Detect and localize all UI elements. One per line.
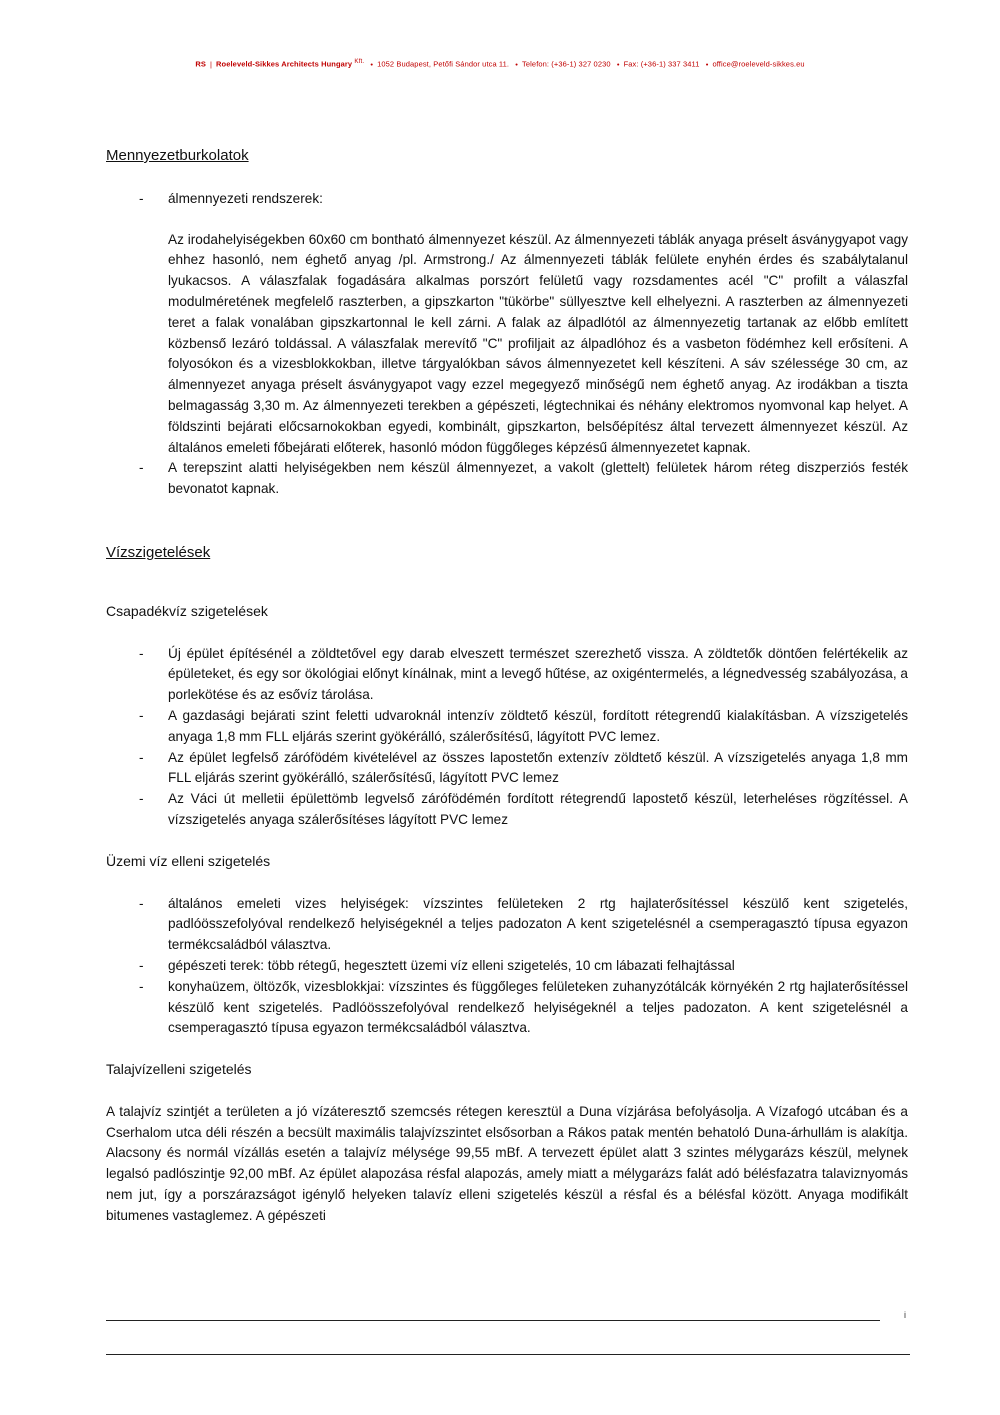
letterhead: RS | Roeleveld-Sikkes Architects Hungary $^{Kft.}$ • 1052 Budapest, Petőfi Sándor utca 11. • Telefon: (+36-1) 327 0230 • Fax: (+36-1) 337 3411 • office@roeleveld-sikkes.eu	[195, 58, 805, 69]
footer-rule-bottom	[106, 1354, 910, 1355]
list-item: - konyhaüzem, öltözők, vizesblokkjai: vízszintes és függőleges felületeken zuhanyzótálcák környékén 2 rtg hajlaterősítéssel készülő kent szigetelés. Padlóösszefolyóval rendelkező helyiségeknél a teljes padozaton. A kent szigetelésnél a csemperagasztó típusa egyazon termékcsaládból választva.	[106, 977, 908, 1039]
company-logo: RS	[195, 59, 206, 69]
document-body	[106, 146, 908, 1227]
list-item: - A terepszint alatti helyiségekben nem készül álmennyezet, a vakolt (glettelt) felületek három réteg diszperziós festék bevonatot kapnak.	[106, 458, 908, 500]
company-phone: Telefon: (+36-1) 327 0230	[522, 59, 611, 69]
ceiling-item-label: álmennyezeti rendszerek:	[168, 190, 323, 206]
list-item: - A gazdasági bejárati szint feletti udvaroknál intenzív zöldtető készül, fordított rétegrendű kialakításban. A vízszigetelés anyaga 1,8 mm FLL eljárás szerint gyökérálló, szálerősítésű, lágyított PVC lemez.	[106, 706, 908, 748]
company-name: Roeleveld-Sikkes Architects Hungary	[216, 59, 353, 69]
company-fax: Fax: (+36-1) 337 3411	[623, 59, 700, 69]
subsection-title-service-water: Üzemi víz elleni szigetelés	[106, 852, 271, 869]
rain-list	[106, 644, 908, 831]
list-item: - Az épület legfelső zárófödém kivételével az összes lapostetőn extenzív zöldtető készül. A vízszigetelés anyaga 1,8 mm FLL eljárás szerint gyökérálló, szálerősítésű, lágyított PVC lemez	[106, 748, 908, 790]
section-title-waterproofing: Vízszigetelések	[106, 543, 211, 561]
list-item: - általános emeleti vizes helyiségek: vízszintes felületeken 2 rtg hajlaterősítéssel készülő kent szigetelés, padlóösszefolyóval rendelkező helyiségeknél a teljes padozaton A kent szigetelésnél a csemperagasztó típusa egyazon termékcsaládból választva.	[106, 894, 908, 956]
groundwater-text: A talajvíz szintjét a területen a jó vízáteresztő szemcsés rétegen keresztül a Duna vízjárása befolyásolja. A Vízafogó utcában és a Cserhalom utca déli részén a becsült maximális talajvízszintet elsősorban a Rákos patak mentén behatoló Duna-árhullám is alakítja. Alacsony és normál vízállás esetén a talajvíz mélysége 99,55 mBf. A tervezett épület alatt 3 szintes mélygarázs készül, melynek legalsó padlószintje 92,00 mBf. Az épület alapozása résfal alapozás, amely miatt a mélygarázs falát adó bélésfazatra talaviznyomás nem jut, így a porszárazságot igénylő helyeken talavíz elleni szigetelés készül a résfal és a bélésfal között. Anyaga modifikált bitumenes vastaglemez. A gépészeti	[106, 1103, 908, 1223]
list-item	[106, 189, 908, 459]
subsection-title-groundwater: Talajvízelleni szigetelés	[106, 1061, 252, 1078]
section-title-ceiling: Mennyezetburkolatok	[106, 147, 249, 164]
list-item: - Az Váci út melletii épülettömb legvelső zárófödémén fordított rétegrendű lapostető készül, leterheléses rögzítéssel. A vízszigetelés anyaga szálerősítéses lágyított PVC lemez	[106, 789, 908, 831]
subsection-title-rain: Csapadékvíz szigetelések	[106, 602, 268, 619]
list-item: - gépészeti terek: több rétegű, hegesztett üzemi víz elleni szigetelés, 10 cm lábazati felhajtással	[106, 956, 908, 977]
ceiling-item-text: Az irodahelyiségekben 60x60 cm bontható álmennyezet készül. Az álmennyezeti táblák anyaga préselt ásványgyapot vagy ehhez hasonló, nem éghető anyag /pl. Armstrong./ Az álmennyezeti táblák felülete enyhén érdes és szabálytalanul lyukacsos. A válaszfalak fogadására alkalmas porszórt felületű vagy rozsdamentes acél "C" profilt a válaszfal modulméretének megfelelő raszterben, a gipszkarton "tükörbe" süllyesztve kell elhelyezni. A raszterben az álmennyezeti teret a falak vonalában gipszkartonnal le kell zárni. A falak az álpadlótól az álmennyezetig tartanak az előbb említett közbenső lezáró toldással. A válaszfalak merevítő "C" profiljait az álpadlóhoz és a vasbeton födémhez kell erősíteni. A folyosókon és a vizesblokkokban, illetve tárgyalókban sávos álmennyezetet kell készíteni. A sáv szélessége 30 cm, az álmennyezet anyaga préselt ásványgyapot vagy ezzel megegyező minőségű nem éghető anyag. Az irodákban a tiszta belmagasság 3,30 m. Az álmennyezeti terekben a gépészeti, légtechnikai és néhány elektromos nyomvonal kap helyet. A földszinti bejárati előcsarnokokban egyedi, kombinált, gipszkarton, belsőépítész által tervezett álmennyezet készül. Az általános emeleti főbejárati előterek, hasonló módon függőleges képzésű álmennyezetet kapnak.	[168, 231, 908, 455]
company-suffix: Kft.	[354, 58, 365, 65]
company-address: 1052 Budapest, Petőfi Sándor utca 11.	[377, 59, 510, 69]
list-item: - Új épület építésénél a zöldtetővel egy darab elveszett természet szerezhető vissza. A zöldtetők döntően felértékelik az épületeket, és egy sor ökológiai előnyt kínálnak, mint a levegő hűtése, az oxigéntermelés, a légnedvesség szabályozása, a porlekötése és az esővíz tárolása.	[106, 644, 908, 706]
company-email[interactable]: office@roeleveld-sikkes.eu	[712, 59, 805, 69]
ceiling-list	[106, 189, 908, 500]
footer-rule-top	[106, 1320, 880, 1321]
service-water-list	[106, 894, 908, 1040]
page-mark: i	[904, 1310, 906, 1320]
